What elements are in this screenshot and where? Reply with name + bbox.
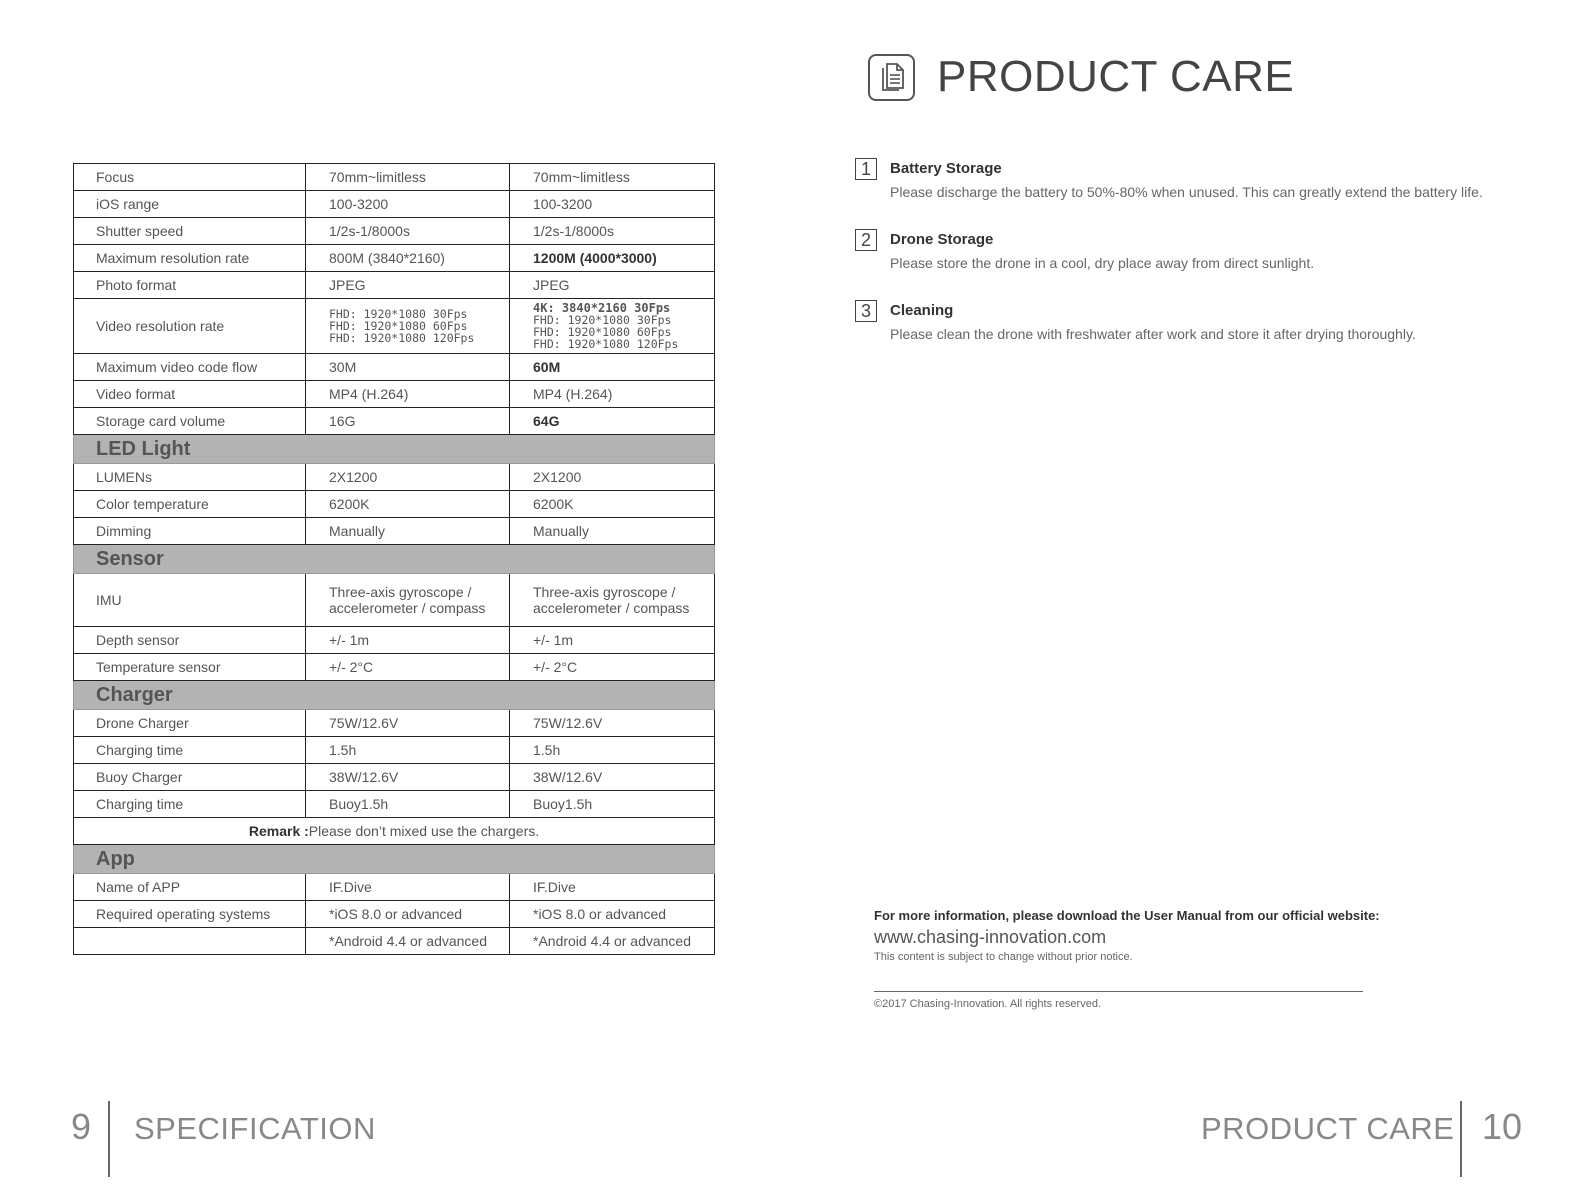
care-text: Please store the drone in a cool, dry place away from direct sunlight. (890, 255, 1315, 271)
spec-value: Manually (510, 518, 715, 545)
spec-label: Charging time (74, 791, 306, 818)
spec-value: 70mm~limitless (510, 164, 715, 191)
remark-label: Remark : (248, 823, 309, 839)
table-row (74, 218, 715, 245)
spec-label: Maximum video code flow (74, 354, 306, 381)
care-header (868, 51, 1294, 103)
footer-label-right: PRODUCT CARE (1201, 1111, 1455, 1146)
section-header-sensor (74, 545, 715, 574)
info-block (874, 908, 1434, 963)
spec-value: *iOS 8.0 or advanced (306, 901, 510, 928)
table-row (74, 764, 715, 791)
table-row (74, 354, 715, 381)
spec-value: *Android 4.4 or advanced (306, 928, 510, 955)
spec-value: 6200K (510, 491, 715, 518)
spec-value: Buoy1.5h (306, 791, 510, 818)
spec-label: Depth sensor (74, 627, 306, 654)
spec-value: +/- 1m (306, 627, 510, 654)
spec-label: Maximum resolution rate (74, 245, 306, 272)
spec-value: 1/2s-1/8000s (306, 218, 510, 245)
spec-label: Photo format (74, 272, 306, 299)
section-header-charger (74, 681, 715, 710)
care-label: Cleaning (890, 302, 954, 319)
spec-value: IF.Dive (306, 874, 510, 901)
section-header-led (74, 435, 715, 464)
spec-value: JPEG (306, 272, 510, 299)
spec-value: 75W/12.6V (510, 710, 715, 737)
video-res-list: FHD: 1920*1080 30Fps FHD: 1920*1080 60Fps FHD: 1920*1080 120Fps (533, 313, 679, 351)
spec-value: 1.5h (510, 737, 715, 764)
page-title: PRODUCT CARE (937, 52, 1295, 101)
spec-value: 1/2s-1/8000s (510, 218, 715, 245)
spec-label: Dimming (74, 518, 306, 545)
spec-label: Focus (74, 164, 306, 191)
copyright: ©2017 Chasing-Innovation. All rights reserved. (874, 998, 1102, 1010)
table-row (74, 464, 715, 491)
document-icon (868, 54, 915, 101)
table-row (74, 408, 715, 435)
spec-label: Name of APP (74, 874, 306, 901)
spec-value: 2X1200 (306, 464, 510, 491)
table-row (74, 299, 715, 354)
spec-label: Drone Charger (74, 710, 306, 737)
footer-divider (1460, 1101, 1462, 1177)
spec-value: MP4 (H.264) (510, 381, 715, 408)
spec-value: Manually (306, 518, 510, 545)
spec-label: Buoy Charger (74, 764, 306, 791)
footer-divider (108, 1101, 110, 1177)
spec-value: 30M (306, 354, 510, 381)
section-title: App (74, 845, 715, 874)
care-number: 2 (855, 229, 877, 251)
spec-value: 64G (510, 408, 715, 435)
imu-value: Three-axis gyroscope / accelerometer / compass (329, 584, 486, 616)
remark-text: Please don’t mixed use the chargers. (308, 823, 540, 839)
spec-value: 16G (306, 408, 510, 435)
page-number-right: 10 (1482, 1106, 1523, 1147)
table-row (74, 518, 715, 545)
info-note: This content is subject to change without prior notice. (874, 951, 1133, 963)
website-link[interactable]: www.chasing-innovation.com (874, 927, 1107, 947)
care-number: 3 (855, 300, 877, 322)
table-row (74, 245, 715, 272)
divider (874, 991, 1363, 992)
table-row (74, 381, 715, 408)
spec-value: +/- 2°C (510, 654, 715, 681)
spec-value: *Android 4.4 or advanced (510, 928, 715, 955)
video-res-list: FHD: 1920*1080 30Fps FHD: 1920*1080 60Fps FHD: 1920*1080 120Fps (329, 307, 475, 345)
spec-label: Video format (74, 381, 306, 408)
table-row (74, 164, 715, 191)
spec-value: 38W/12.6V (306, 764, 510, 791)
spec-value (306, 299, 510, 354)
care-label: Drone Storage (890, 231, 994, 248)
spec-value: 6200K (306, 491, 510, 518)
spec-label: Storage card volume (74, 408, 306, 435)
spec-value: 100-3200 (510, 191, 715, 218)
spec-table (73, 163, 715, 955)
spec-label: Color temperature (74, 491, 306, 518)
imu-value: Three-axis gyroscope / accelerometer / compass (533, 584, 690, 616)
spec-label: Temperature sensor (74, 654, 306, 681)
care-label: Battery Storage (890, 160, 1002, 177)
spec-label: LUMENs (74, 464, 306, 491)
spec-value: 1200M (4000*3000) (510, 245, 715, 272)
table-row (74, 654, 715, 681)
spec-value: 38W/12.6V (510, 764, 715, 791)
spec-value: 75W/12.6V (306, 710, 510, 737)
footer-label-left: SPECIFICATION (134, 1111, 376, 1146)
spec-value: *iOS 8.0 or advanced (510, 901, 715, 928)
info-heading: For more information, please download the User Manual from our official website: (874, 908, 1380, 923)
table-row (74, 191, 715, 218)
spec-label: Charging time (74, 737, 306, 764)
remark-row (74, 818, 715, 845)
section-title: Sensor (74, 545, 715, 574)
spec-label: iOS range (74, 191, 306, 218)
care-text: Please clean the drone with freshwater after work and store it after drying thoroughly. (890, 326, 1416, 342)
spec-value: MP4 (H.264) (306, 381, 510, 408)
spec-value: 2X1200 (510, 464, 715, 491)
spec-value: JPEG (510, 272, 715, 299)
spec-label (74, 928, 306, 955)
table-row (74, 491, 715, 518)
spec-label: Video resolution rate (74, 299, 306, 354)
spec-label: Shutter speed (74, 218, 306, 245)
spec-value: IF.Dive (510, 874, 715, 901)
spec-label: IMU (74, 574, 306, 627)
table-row (74, 874, 715, 901)
spec-value: 70mm~limitless (306, 164, 510, 191)
table-row (74, 901, 715, 928)
care-text: Please discharge the battery to 50%-80% when unused. This can greatly extend the battery life. (890, 184, 1483, 200)
spec-value: Buoy1.5h (510, 791, 715, 818)
spec-value: 60M (510, 354, 715, 381)
spec-value: +/- 1m (510, 627, 715, 654)
spec-value: 800M (3840*2160) (306, 245, 510, 272)
spec-value (306, 574, 510, 627)
spec-value: 1.5h (306, 737, 510, 764)
spec-value (510, 574, 715, 627)
section-title: LED Light (74, 435, 715, 464)
care-number: 1 (855, 158, 877, 180)
table-row (74, 574, 715, 627)
page-number-left: 9 (71, 1106, 92, 1147)
remark-cell (74, 818, 715, 845)
table-row (74, 791, 715, 818)
spec-value (510, 299, 715, 354)
video-res-4k: 4K: 3840*2160 30Fps (533, 301, 671, 315)
spec-label: Required operating systems (74, 901, 306, 928)
spec-value: 100-3200 (306, 191, 510, 218)
table-row (74, 737, 715, 764)
table-row (74, 627, 715, 654)
spec-value: +/- 2°C (306, 654, 510, 681)
section-header-app (74, 845, 715, 874)
section-title: Charger (74, 681, 715, 710)
table-row (74, 272, 715, 299)
table-row (74, 928, 715, 955)
table-row (74, 710, 715, 737)
